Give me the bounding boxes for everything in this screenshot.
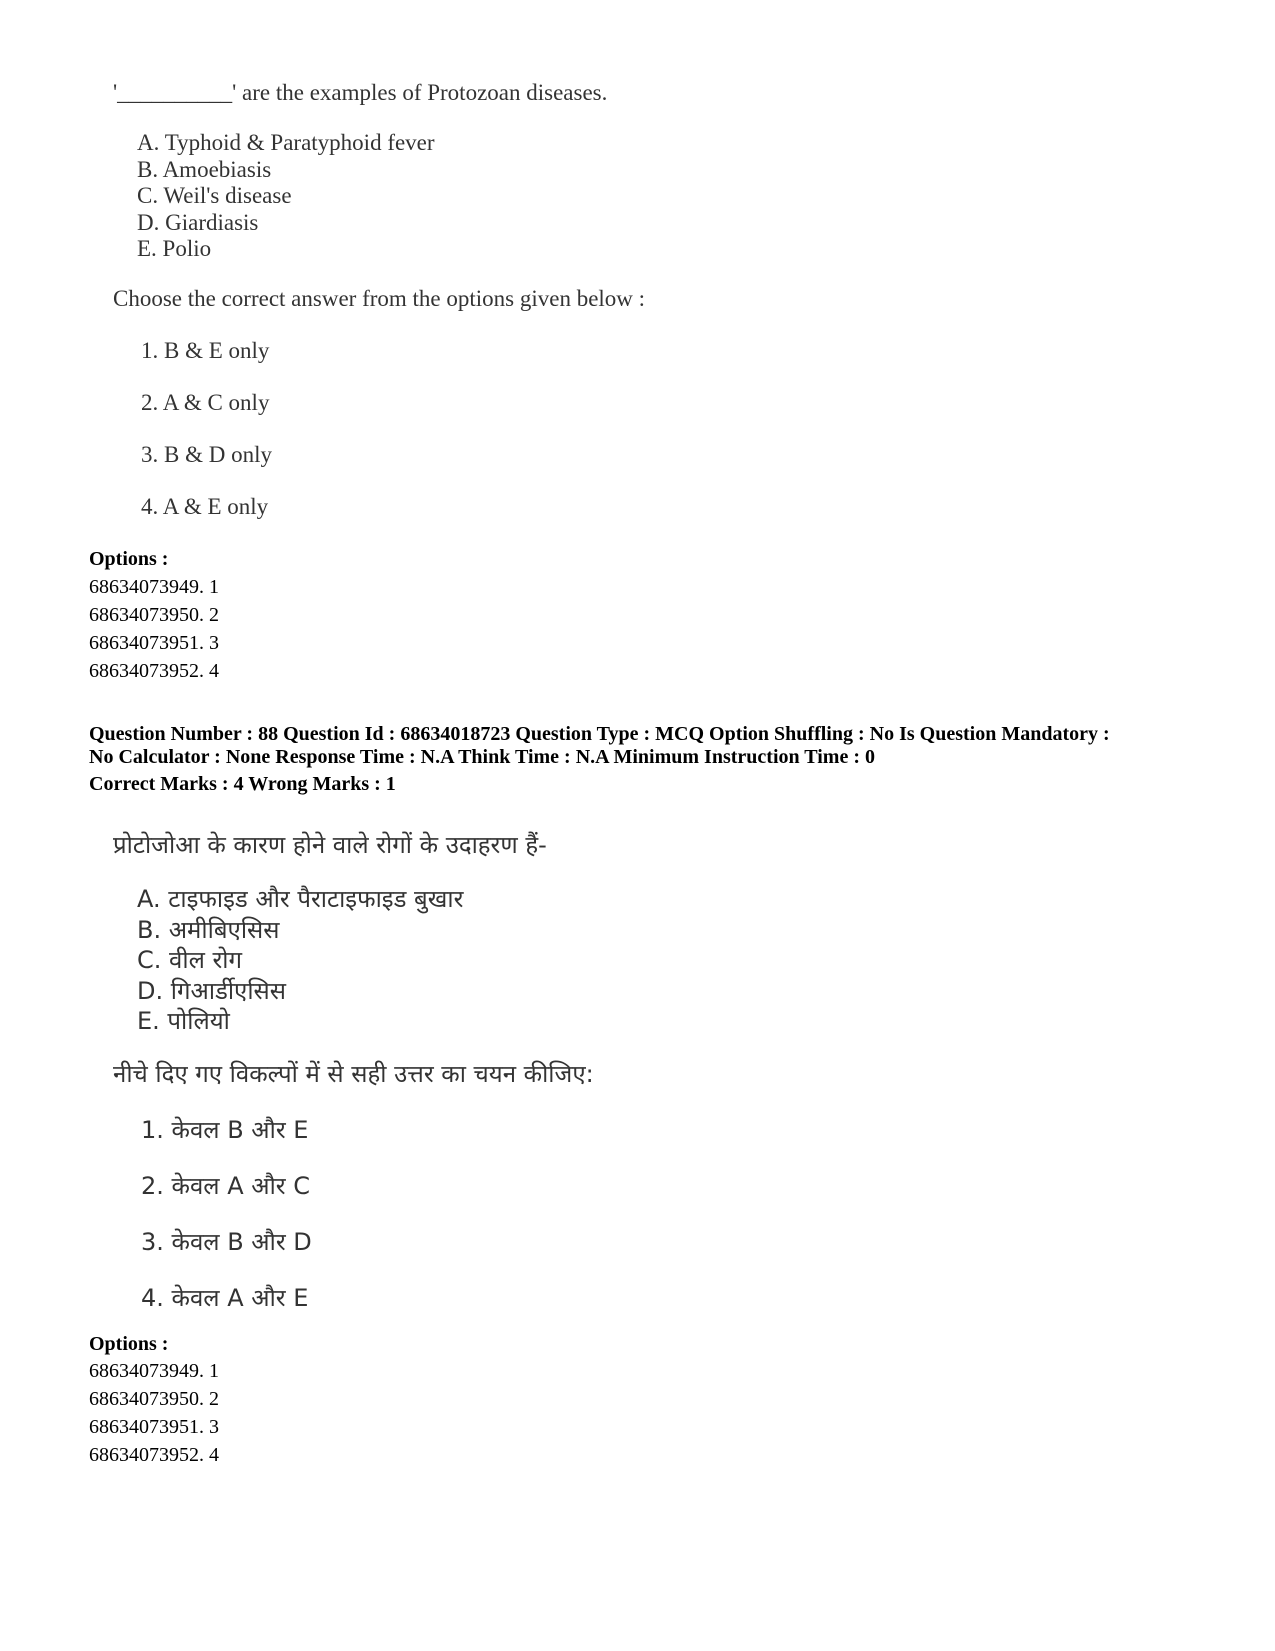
answer-1: 1. B & E only (141, 338, 270, 363)
option-id-4: 68634073952. 4 (89, 660, 219, 682)
answer-3: 3. B & D only (141, 442, 272, 467)
option-id-3: 68634073951. 3 (89, 1416, 219, 1438)
meta-line-3: Correct Marks : 4 Wrong Marks : 1 (89, 773, 396, 795)
statement-b-hindi: B. अमीबिएसिस (137, 916, 280, 944)
option-id-2: 68634073950. 2 (89, 604, 219, 626)
meta-line-2: No Calculator : None Response Time : N.A Think Time : N.A Minimum Instruction Time : 0 (89, 746, 875, 768)
instruction: Choose the correct answer from the options given below : (113, 286, 646, 311)
option-id-4: 68634073952. 4 (89, 1444, 219, 1466)
statement-c-hindi: C. वील रोग (137, 946, 243, 974)
question-stem-hindi: प्रोटोजोआ के कारण होने वाले रोगों के उदाहरण हैं- (113, 831, 547, 859)
statement-a-hindi: A. टाइफाइड और पैराटाइफाइड बुखार (137, 885, 464, 913)
answer-1-hindi: 1. केवल B और E (141, 1116, 309, 1144)
answer-4-hindi: 4. केवल A और E (141, 1284, 309, 1312)
statement-e-hindi: E. पोलियो (137, 1007, 230, 1035)
statement-d-hindi: D. गिआर्डीएसिस (137, 977, 286, 1005)
option-id-1: 68634073949. 1 (89, 576, 219, 598)
instruction-hindi: नीचे दिए गए विकल्पों में से सही उत्तर का चयन कीजिए: (113, 1060, 594, 1088)
statement-c: C. Weil's disease (137, 183, 292, 208)
option-id-2: 68634073950. 2 (89, 1388, 219, 1410)
answer-4: 4. A & E only (141, 494, 269, 519)
options-label: Options : (89, 1333, 169, 1355)
options-label: Options : (89, 548, 169, 570)
answer-3-hindi: 3. केवल B और D (141, 1228, 312, 1256)
statement-d: D. Giardiasis (137, 210, 259, 235)
answer-2: 2. A & C only (141, 390, 270, 415)
question-stem: '__________' are the examples of Protozoan diseases. (113, 80, 608, 105)
statement-b: B. Amoebiasis (137, 157, 272, 182)
meta-line-1: Question Number : 88 Question Id : 68634018723 Question Type : MCQ Option Shuffling : No Is Question Mandatory : (89, 723, 1110, 745)
option-id-3: 68634073951. 3 (89, 632, 219, 654)
statement-a: A. Typhoid & Paratyphoid fever (137, 130, 435, 155)
answer-2-hindi: 2. केवल A और C (141, 1172, 311, 1200)
option-id-1: 68634073949. 1 (89, 1360, 219, 1382)
statement-e: E. Polio (137, 236, 212, 261)
